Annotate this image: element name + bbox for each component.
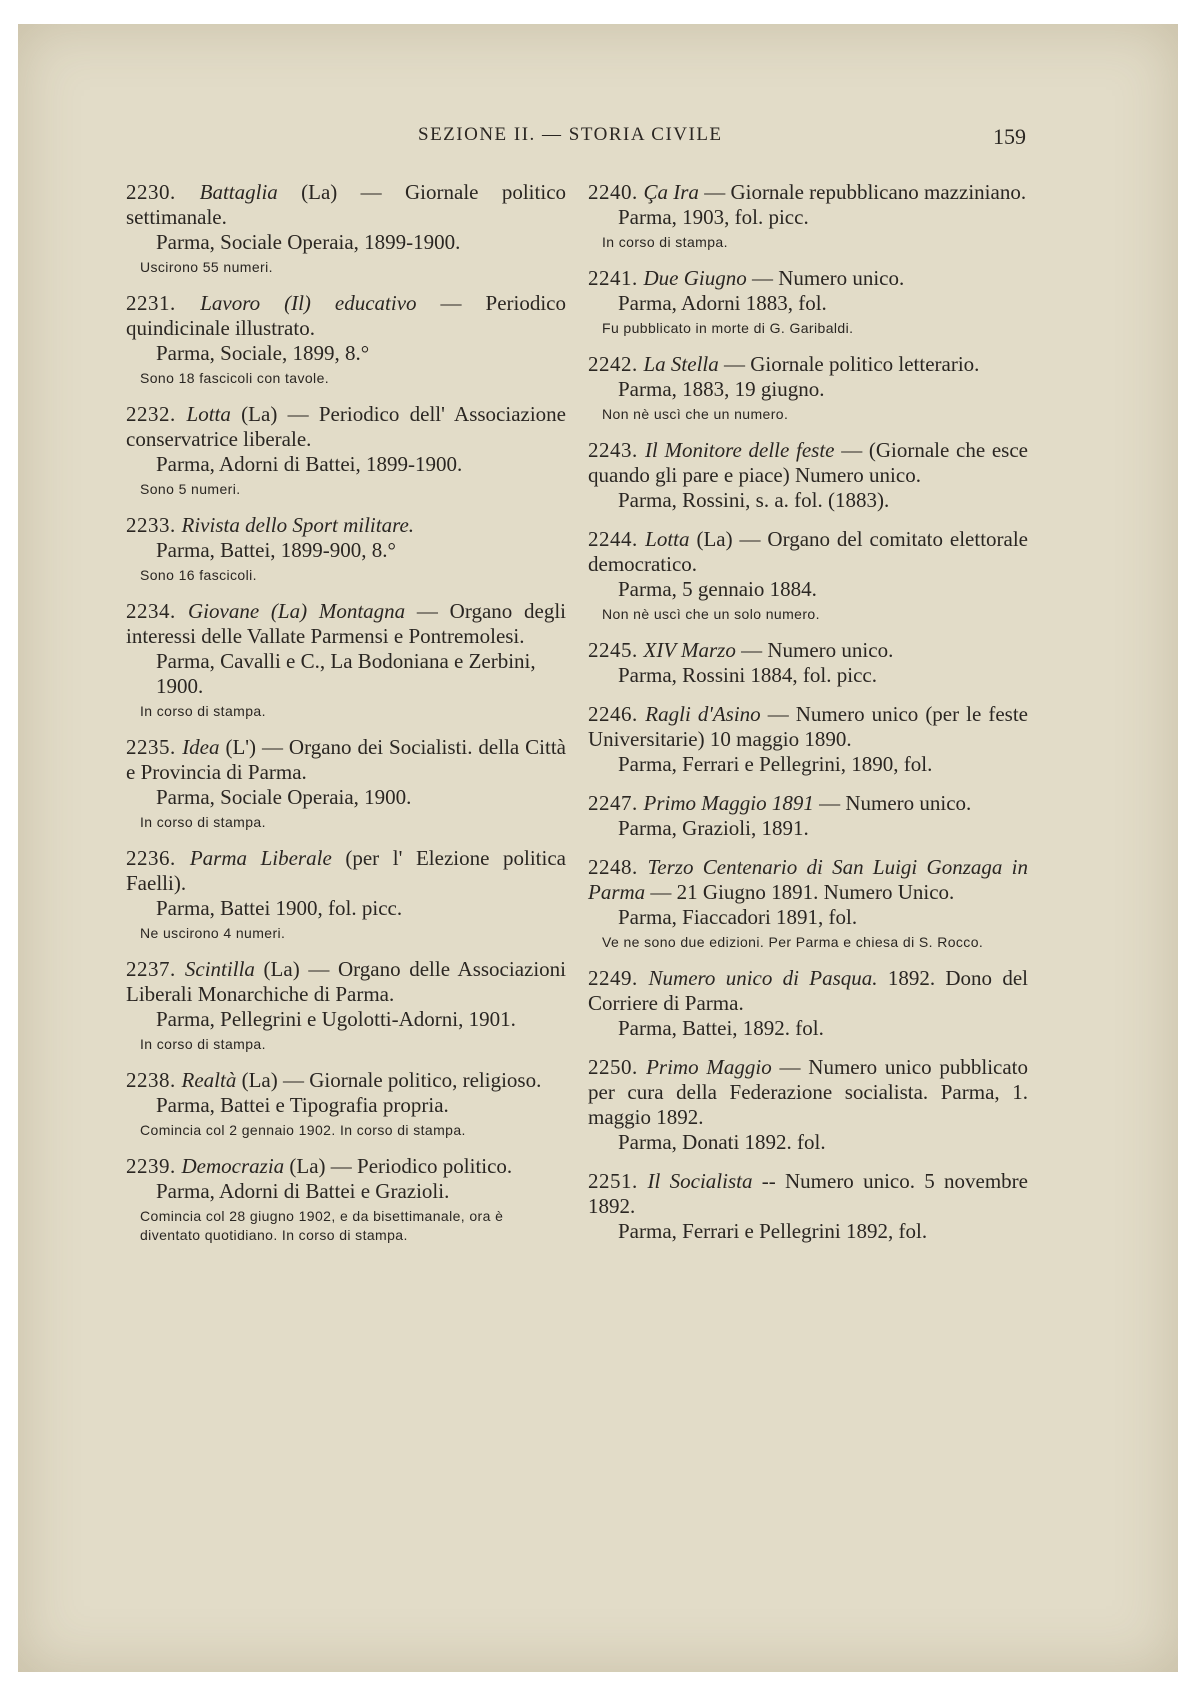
- entry-publication: Parma, 1883, 19 giugno.: [618, 377, 825, 401]
- entry-heading: [588, 1169, 1028, 1219]
- entry-title: Terzo Centenario di San Luigi Gonzaga in Parma: [588, 855, 1029, 904]
- entry-title: Lotta: [645, 527, 690, 551]
- entry-number: 2242.: [588, 352, 644, 376]
- catalog-entry: [126, 846, 566, 943]
- entry-publication: Parma, Battei, 1899-900, 8.°: [156, 538, 396, 562]
- entry-heading: [588, 352, 1028, 377]
- entry-heading: [588, 791, 1028, 816]
- entry-heading: [588, 180, 1028, 205]
- entry-heading: [126, 402, 566, 452]
- entry-publication: Parma, Ferrari e Pellegrini, 1890, fol.: [618, 752, 933, 776]
- entry-number: 2235.: [126, 735, 183, 759]
- entry-description: — 21 Giugno 1891. Numero Unico.: [645, 880, 955, 904]
- entry-publication: Parma, Battei e Tipografia propria.: [156, 1093, 449, 1117]
- entry-heading: [126, 846, 566, 896]
- catalog-entry: [588, 438, 1028, 513]
- entry-note: Fu pubblicato in morte di G. Garibaldi.: [602, 320, 854, 336]
- catalog-entry: [588, 527, 1028, 624]
- catalog-entry: [126, 1154, 566, 1245]
- entry-description: (La) — Periodico dell' Associazione conservatrice liberale.: [126, 402, 566, 451]
- entry-note: Non nè uscì che un numero.: [602, 406, 789, 422]
- catalog-entry: [126, 599, 566, 721]
- entry-number: 2249.: [588, 966, 649, 990]
- entry-heading: [126, 735, 566, 785]
- entry-heading: [126, 957, 566, 1007]
- catalog-entry: [588, 266, 1028, 338]
- entry-title: Lavoro (Il) educativo: [200, 291, 417, 315]
- entry-number: 2248.: [588, 855, 648, 879]
- entry-number: 2238.: [126, 1068, 182, 1092]
- entry-description: 1892. Dono del Corriere di Parma.: [588, 966, 1028, 1015]
- entry-number: 2230.: [126, 180, 200, 204]
- entry-title: Il Socialista: [647, 1169, 753, 1193]
- right-column: [588, 180, 1028, 1258]
- entry-description: — Numero unico (per le feste Universitarie) 10 maggio 1890.: [588, 702, 1029, 751]
- entry-title: Ragli d'Asino: [645, 702, 761, 726]
- entry-publication: Parma, Cavalli e C., La Bodoniana e Zerbini, 1900.: [156, 649, 536, 698]
- entry-publication: Parma, Adorni di Battei, 1899-1900.: [156, 452, 463, 476]
- entry-publication: Parma, Ferrari e Pellegrini 1892, fol.: [618, 1219, 928, 1243]
- entry-heading: [588, 438, 1028, 488]
- entry-title: Rivista dello Sport militare.: [181, 513, 415, 537]
- entry-note: In corso di stampa.: [140, 814, 266, 830]
- entry-note: Sono 5 numeri.: [140, 481, 241, 497]
- entry-note: In corso di stampa.: [602, 234, 728, 250]
- entry-heading: [126, 599, 566, 649]
- catalog-entry: [588, 855, 1028, 952]
- entry-heading: [126, 1068, 566, 1093]
- entry-description: (La) — Periodico politico.: [284, 1154, 513, 1178]
- entry-title: Lotta: [186, 402, 231, 426]
- catalog-entry: [588, 966, 1028, 1041]
- entry-title: La Stella: [643, 352, 719, 376]
- entry-note: In corso di stampa.: [140, 1036, 266, 1052]
- entry-note: In corso di stampa.: [140, 703, 266, 719]
- catalog-entry: [588, 638, 1028, 688]
- entry-publication: Parma, Rossini 1884, fol. picc.: [618, 663, 877, 687]
- entry-description: — Numero unico.: [735, 638, 894, 662]
- entry-title: Democrazia: [181, 1154, 285, 1178]
- entry-heading: [588, 527, 1028, 577]
- entry-note: Uscirono 55 numeri.: [140, 259, 273, 275]
- entry-title: XIV Marzo: [643, 638, 736, 662]
- entry-title: Numero unico di Pasqua.: [648, 966, 878, 990]
- entry-number: 2232.: [126, 402, 187, 426]
- scanned-page: [18, 24, 1178, 1672]
- entry-note: Ne uscirono 4 numeri.: [140, 925, 286, 941]
- entry-publication: Parma, Sociale Operaia, 1900.: [156, 785, 412, 809]
- entry-note: Sono 16 fascicoli.: [140, 567, 257, 583]
- catalog-entry: [588, 702, 1028, 777]
- entry-title: Realtà: [181, 1068, 237, 1092]
- entry-heading: [126, 1154, 566, 1179]
- entry-title: Primo Maggio: [646, 1055, 772, 1079]
- catalog-entry: [588, 791, 1028, 841]
- entry-title: Primo Maggio 1891: [643, 791, 814, 815]
- entry-heading: [588, 855, 1028, 905]
- entry-title: Scintilla: [184, 957, 255, 981]
- entry-number: 2239.: [126, 1154, 182, 1178]
- entry-note: Comincia col 28 giugno 1902, e da bisettimanale, ora è diventato quotidiano. In corso di stampa.: [140, 1208, 504, 1243]
- entry-description: — Numero unico.: [813, 791, 972, 815]
- entry-title: Giovane (La) Montagna: [188, 599, 406, 623]
- entry-description: — Numero unico.: [746, 266, 905, 290]
- entry-number: 2245.: [588, 638, 644, 662]
- catalog-entry: [126, 291, 566, 388]
- entry-description: (per l' Elezione politica Faelli).: [126, 846, 566, 895]
- entry-number: 2237.: [126, 957, 185, 981]
- entry-publication: Parma, Grazioli, 1891.: [618, 816, 809, 840]
- entry-heading: [126, 291, 566, 341]
- entry-note: Non nè uscì che un solo numero.: [602, 606, 820, 622]
- entry-publication: Parma, 1903, fol. picc.: [618, 205, 809, 229]
- entry-heading: [588, 266, 1028, 291]
- entry-number: 2234.: [126, 599, 189, 623]
- entry-description: (La) — Giornale politico, religioso.: [236, 1068, 542, 1092]
- entry-number: 2241.: [588, 266, 644, 290]
- page-number: 159: [993, 124, 1026, 149]
- entry-publication: Parma, Rossini, s. a. fol. (1883).: [618, 488, 890, 512]
- entry-publication: Parma, Adorni di Battei e Grazioli.: [156, 1179, 450, 1203]
- entry-description: — Numero unico pubblicato per cura della Federazione socialista. Parma, 1. maggio 1892.: [588, 1055, 1029, 1129]
- entry-description: (L') — Organo dei Socialisti. della Città e Provincia di Parma.: [126, 735, 566, 784]
- catalog-entry: [126, 513, 566, 585]
- entry-heading: [588, 966, 1028, 1016]
- entry-number: 2244.: [588, 527, 646, 551]
- entry-heading: [588, 638, 1028, 663]
- entry-publication: Parma, Donati 1892. fol.: [618, 1130, 826, 1154]
- catalog-entry: [588, 1169, 1028, 1244]
- entry-heading: [126, 513, 566, 538]
- entry-description: — (Giornale che esce quando gli pare e piace) Numero unico.: [588, 438, 1028, 487]
- entry-publication: Parma, Fiaccadori 1891, fol.: [618, 905, 858, 929]
- entry-note: Ve ne sono due edizioni. Per Parma e chiesa di S. Rocco.: [602, 934, 984, 950]
- entry-heading: [588, 702, 1028, 752]
- entry-publication: Parma, Sociale Operaia, 1899-1900.: [156, 230, 461, 254]
- entry-description: — Periodico quindicinale illustrato.: [126, 291, 566, 340]
- left-column: [126, 180, 566, 1259]
- entry-number: 2250.: [588, 1055, 647, 1079]
- entry-number: 2246.: [588, 702, 646, 726]
- entry-note: Sono 18 fascicoli con tavole.: [140, 370, 330, 386]
- entry-title: Parma Liberale: [189, 846, 332, 870]
- entry-number: 2243.: [588, 438, 645, 462]
- entry-description: (La) — Organo del comitato elettorale democratico.: [588, 527, 1029, 576]
- entry-title: Idea: [182, 735, 220, 759]
- entry-description: -- Numero unico. 5 novembre 1892.: [588, 1169, 1028, 1218]
- entry-description: — Organo degli interessi delle Vallate Parmensi e Pontremolesi.: [126, 599, 567, 648]
- entry-heading: [126, 180, 566, 230]
- entry-publication: Parma, Pellegrini e Ugolotti-Adorni, 1901.: [156, 1007, 516, 1031]
- entry-publication: Parma, Adorni 1883, fol.: [618, 291, 827, 315]
- entry-description: — Giornale repubblicano mazziniano.: [698, 180, 1027, 204]
- entry-title: Due Giugno: [643, 266, 747, 290]
- entry-publication: Parma, Battei, 1892. fol.: [618, 1016, 824, 1040]
- entry-number: 2240.: [588, 180, 644, 204]
- catalog-entry: [126, 735, 566, 832]
- entry-number: 2247.: [588, 791, 644, 815]
- entry-description: (La) — Organo delle Associazioni Liberali Monarchiche di Parma.: [126, 957, 566, 1006]
- entry-publication: Parma, 5 gennaio 1884.: [618, 577, 817, 601]
- catalog-entry: [126, 180, 566, 277]
- entry-heading: [588, 1055, 1028, 1130]
- entry-title: Ça Ira: [643, 180, 699, 204]
- catalog-entry: [126, 402, 566, 499]
- catalog-entry: [588, 180, 1028, 252]
- entry-number: 2251.: [588, 1169, 648, 1193]
- section-title: SEZIONE II. — STORIA CIVILE: [418, 124, 723, 145]
- entry-number: 2236.: [126, 846, 190, 870]
- entry-note: Comincia col 2 gennaio 1902. In corso di stampa.: [140, 1122, 466, 1138]
- entry-description: (La) — Giornale politico settimanale.: [126, 180, 567, 229]
- catalog-entry: [126, 957, 566, 1054]
- entry-title: Battaglia: [199, 180, 278, 204]
- entry-number: 2231.: [126, 291, 201, 315]
- catalog-entry: [588, 1055, 1028, 1155]
- entry-publication: Parma, Battei 1900, fol. picc.: [156, 896, 403, 920]
- entry-title: Il Monitore delle feste: [644, 438, 835, 462]
- catalog-entry: [588, 352, 1028, 424]
- entry-publication: Parma, Sociale, 1899, 8.°: [156, 341, 370, 365]
- entry-number: 2233.: [126, 513, 182, 537]
- catalog-entry: [126, 1068, 566, 1140]
- entry-description: — Giornale politico letterario.: [718, 352, 980, 376]
